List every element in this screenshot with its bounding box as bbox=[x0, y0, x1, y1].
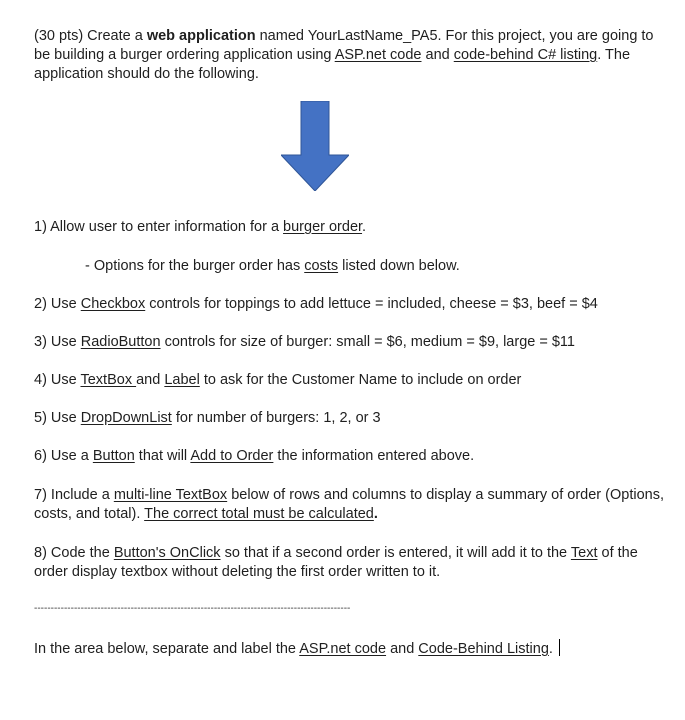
asp-net-code-underline: ASP.net code bbox=[334, 47, 422, 63]
list-item-1: 1) Allow user to enter information for a burger order. bbox=[34, 219, 367, 235]
text-cursor bbox=[559, 639, 560, 656]
list-item-2: 2) Use Checkbox controls for toppings to add lettuce = included, cheese = $3, beef = $4 bbox=[34, 296, 598, 312]
list-item-5: 5) Use DropDownList for number of burgers: 1, 2, or 3 bbox=[34, 410, 381, 426]
down-arrow-shape bbox=[281, 101, 349, 191]
list-item-4: 4) Use TextBox and Label to ask for the Customer Name to include on order bbox=[34, 372, 522, 388]
down-arrow-icon bbox=[281, 101, 349, 191]
list-item-3: 3) Use RadioButton controls for size of burger: small = $6, medium = $9, large = $11 bbox=[34, 334, 575, 350]
web-application-bold: web application bbox=[146, 28, 256, 44]
list-item-6: 6) Use a Button that will Add to Order the information entered above. bbox=[34, 448, 475, 464]
list-item-1-sub: - Options for the burger order has costs listed down below. bbox=[85, 258, 460, 274]
dashed-divider: ----------------------------------------------------------------------------------------------- bbox=[34, 603, 351, 614]
intro-paragraph: (30 pts) Create a web application named YourLastName_PA5. For this project, you are going to be building a burger ordering application using ASP.net code and code-behind C# listing. The application should do the following. bbox=[34, 28, 654, 82]
closing-paragraph[interactable]: In the area below, separate and label the ASP.net code and Code-Behind Listing. bbox=[34, 639, 664, 659]
list-item-7: 7) Include a multi-line TextBox below of rows and columns to display a summary of order (Options, costs, and total). The correct total must be calculated. bbox=[34, 487, 664, 522]
list-item-8: 8) Code the Button's OnClick so that if a second order is entered, it will add it to the Text of the order display textbox without deleting the first order written to it. bbox=[34, 545, 638, 580]
code-behind-underline: code-behind C# listing bbox=[453, 47, 598, 63]
